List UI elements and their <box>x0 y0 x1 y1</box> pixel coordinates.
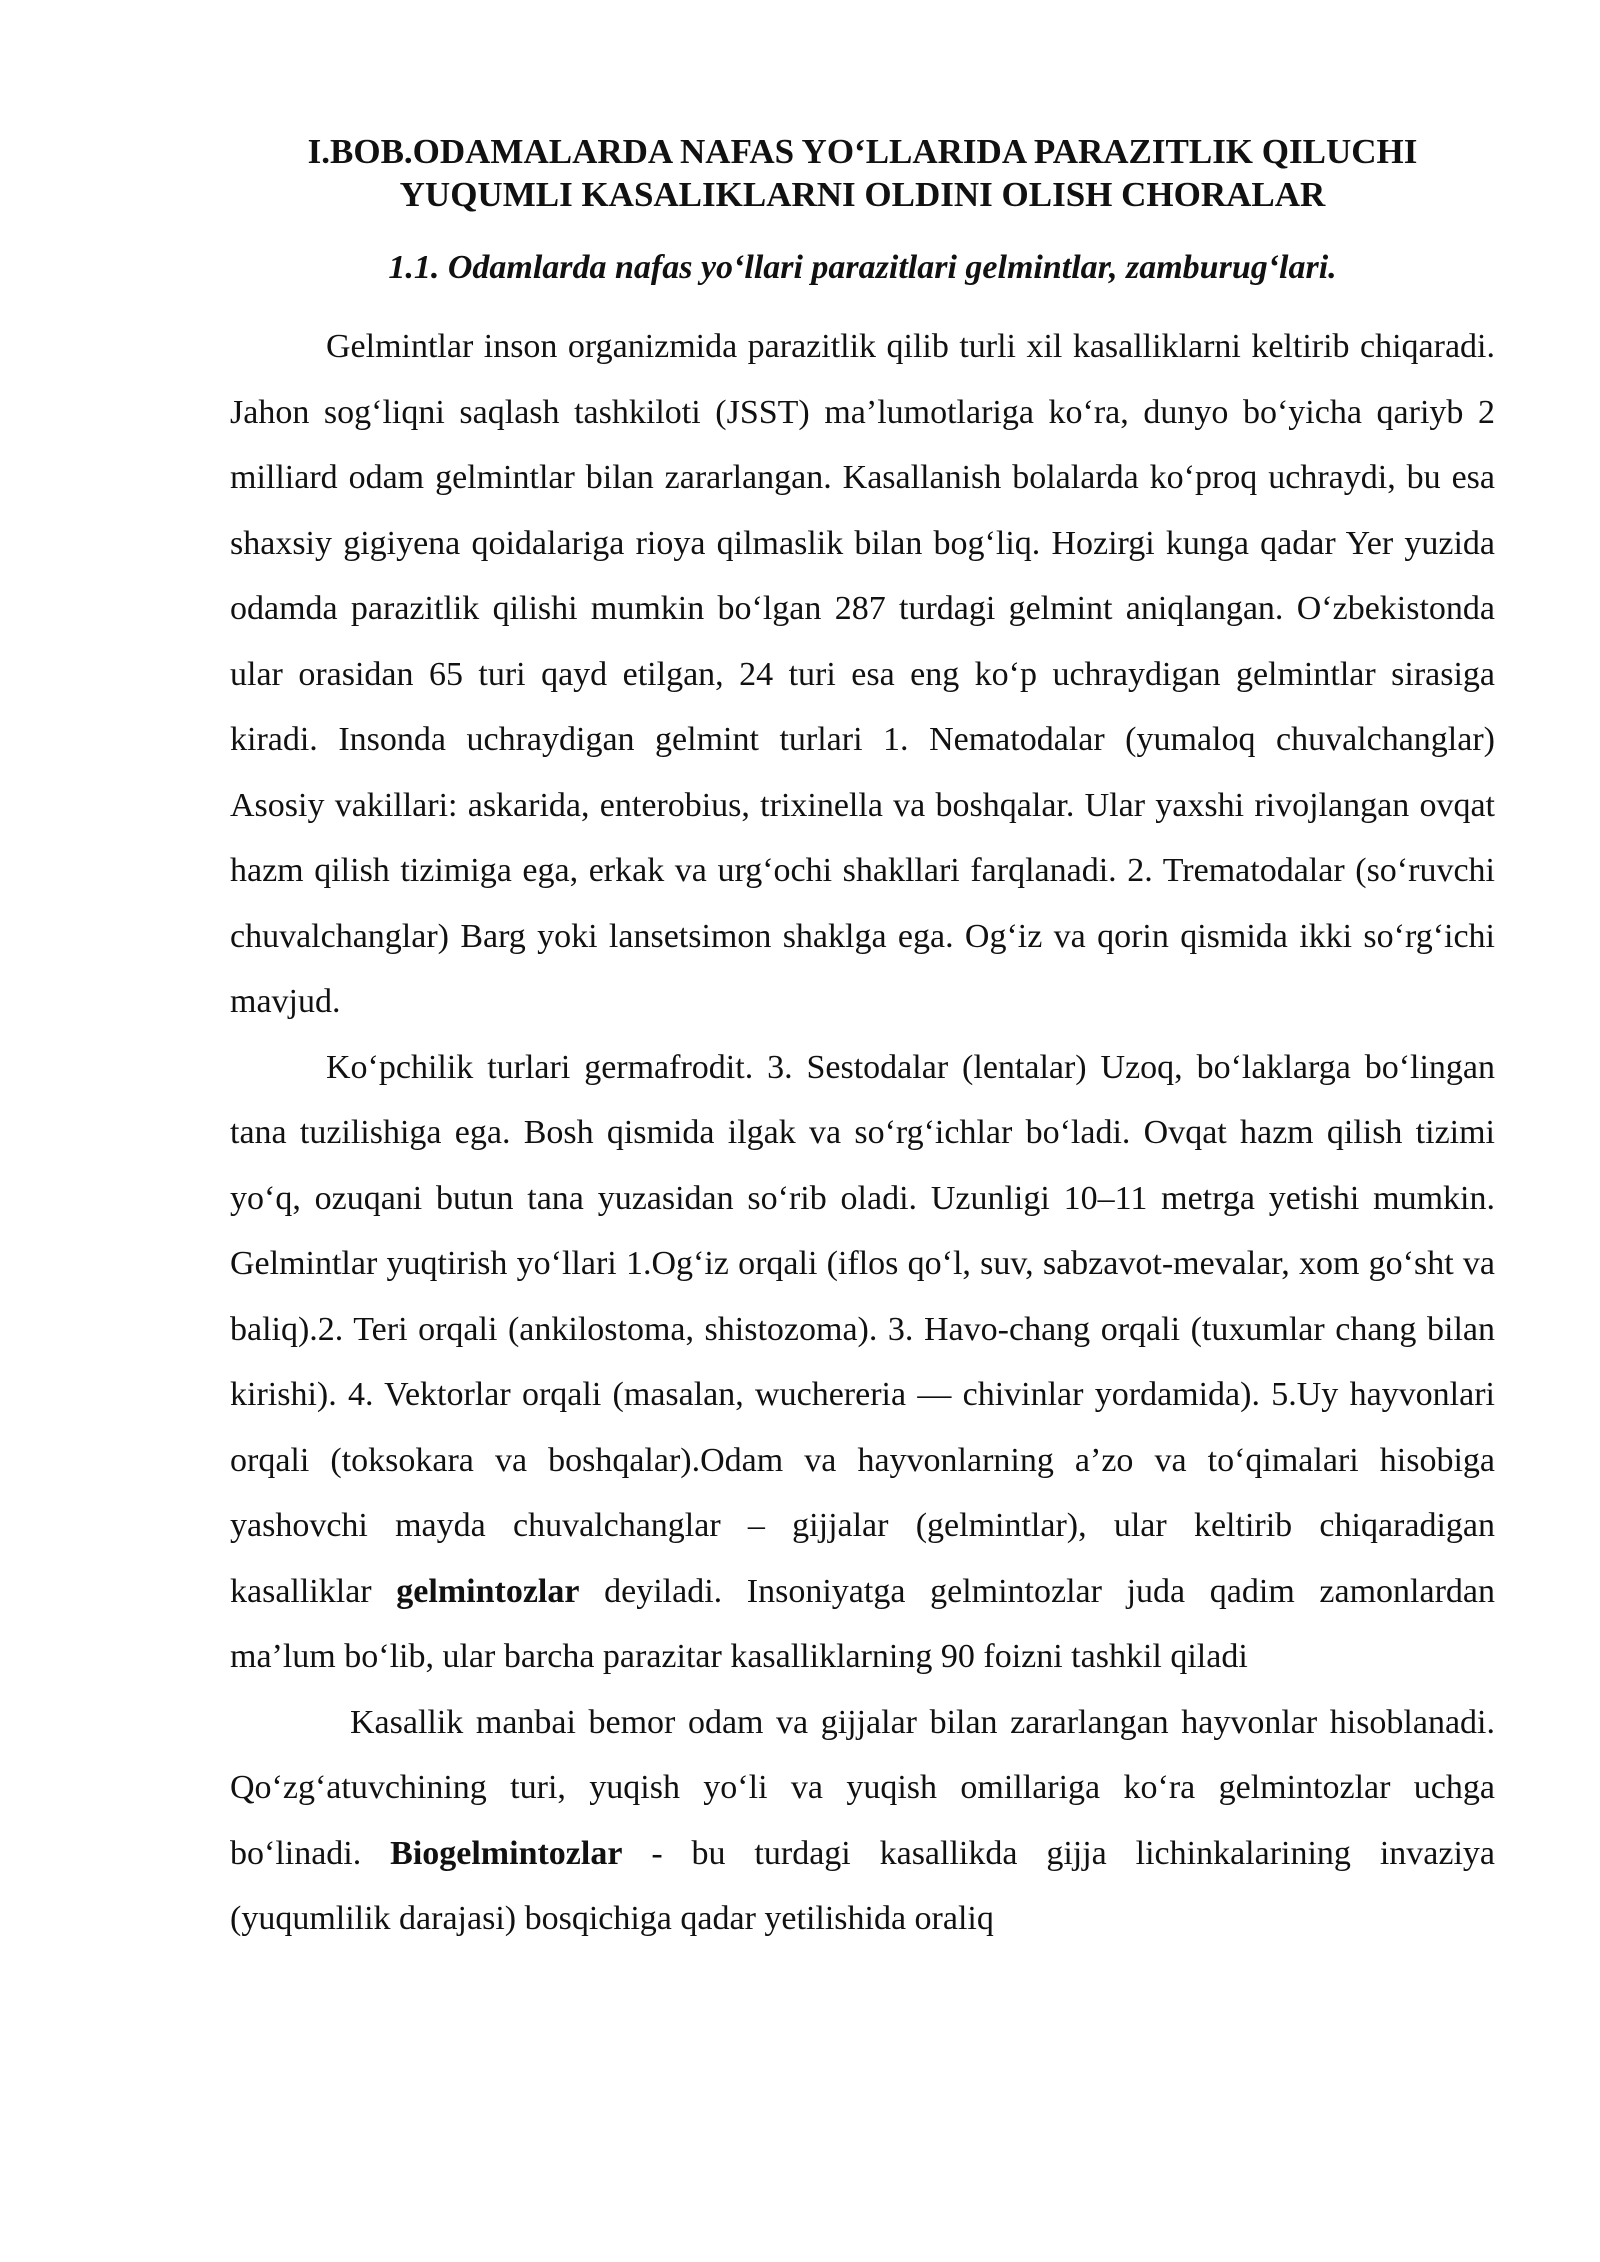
term-biogelmintozlar: Biogelmintozlar <box>390 1834 623 1872</box>
section-title: 1.1. Odamlarda nafas yo‘llari parazitlari gelmintlar, zamburug‘lari. <box>388 249 1337 286</box>
paragraph-3-text-b: - bu turdagi kasallikda gijja lichinkalarining invaziya (yuqumlilik darajasi) bosqichiga qadar yetilishida oraliq <box>230 1834 1495 1937</box>
paragraph-3-text-a: Kasallik manbai bemor odam va gijjalar bilan zararlangan hayvonlar hisoblanadi. Qo‘zg‘atuvchining turi, yuqish yo‘li va yuqish omillariga ko‘ra gelmintozlar uchga bo‘linadi. <box>230 1703 1495 1872</box>
paragraph-2-text-a: Ko‘pchilik turlari germafrodit. 3. Sestodalar (lentalar) Uzoq, bo‘laklarga bo‘lingan tana tuzilishiga ega. Bosh qismida ilgak va so‘rg‘ichlar bo‘ladi. Ovqat hazm qilish tizimi yo‘q, ozuqani butun tana yuzasidan so‘rib oladi. Uzunligi 10–11 metrga yetishi mumkin. Gelmintlar yuqtirish yo‘llari 1.Og‘iz orqali (iflos qo‘l, suv, sabzavot-mevalar, xom go‘sht va baliq).2. Teri orqali (ankilostoma, shistozoma). 3. Havo-chang orqali (tuxumlar chang bilan kirishi). 4. Vektorlar orqali (masalan, wuchereria — chivinlar yordamida). 5.Uy hayvonlari orqali (toksokara va boshqalar).Odam va hayvonlarning a’zo va to‘qimalari hisobiga yashovchi mayda chuvalchanglar – gijjalar (gelmintlar), ular keltirib chiqaradigan kasalliklar <box>230 1048 1495 1610</box>
paragraph-2-text-b: deyiladi. Insoniyatga gelmintozlar juda qadim zamonlardan ma’lum bo‘lib, ular barcha parazitar kasalliklarning 90 foizni tashkil qiladi <box>230 1572 1496 1675</box>
paragraph-2 <box>230 1035 1495 1690</box>
term-gelmintozlar: gelmintozlar <box>396 1572 580 1610</box>
document-page <box>230 130 1495 1952</box>
paragraph-3 <box>230 1690 1495 1952</box>
chapter-title: I.BOB.ODAMALARDA NAFAS YO‘LLARIDA PARAZITLIK QILUCHI YUQUMLI KASALIKLARNI OLDINI OLISH CHORALAR <box>307 132 1418 214</box>
paragraph-1: Gelmintlar inson organizmida parazitlik qilib turli xil kasalliklarni keltirib chiqaradi. Jahon sog‘liqni saqlash tashkiloti (JSST) ma’lumotlariga ko‘ra, dunyo bo‘yicha qariyb 2 milliard odam gelmintlar bilan zararlangan. Kasallanish bolalarda ko‘proq uchraydi, bu esa shaxsiy gigiyena qoidalariga rioya qilmaslik bilan bog‘liq. Hozirgi kunga qadar Yer yuzida odamda parazitlik qilishi mumkin bo‘lgan 287 turdagi gelmint aniqlangan. O‘zbekistonda ular orasidan 65 turi qayd etilgan, 24 turi esa eng ko‘p uchraydigan gelmintlar sirasiga kiradi. Insonda uchraydigan gelmint turlari 1. Nematodalar (yumaloq chuvalchanglar) Asosiy vakillari: askarida, enterobius, trixinella va boshqalar. Ular yaxshi rivojlangan ovqat hazm qilish tizimiga ega, erkak va urg‘ochi shakllari farqlanadi. 2. Trematodalar (so‘ruvchi chuvalchanglar) Barg yoki lansetsimon shaklga ega. Og‘iz va qorin qismida ikki so‘rg‘ichi mavjud. <box>230 328 1495 1020</box>
